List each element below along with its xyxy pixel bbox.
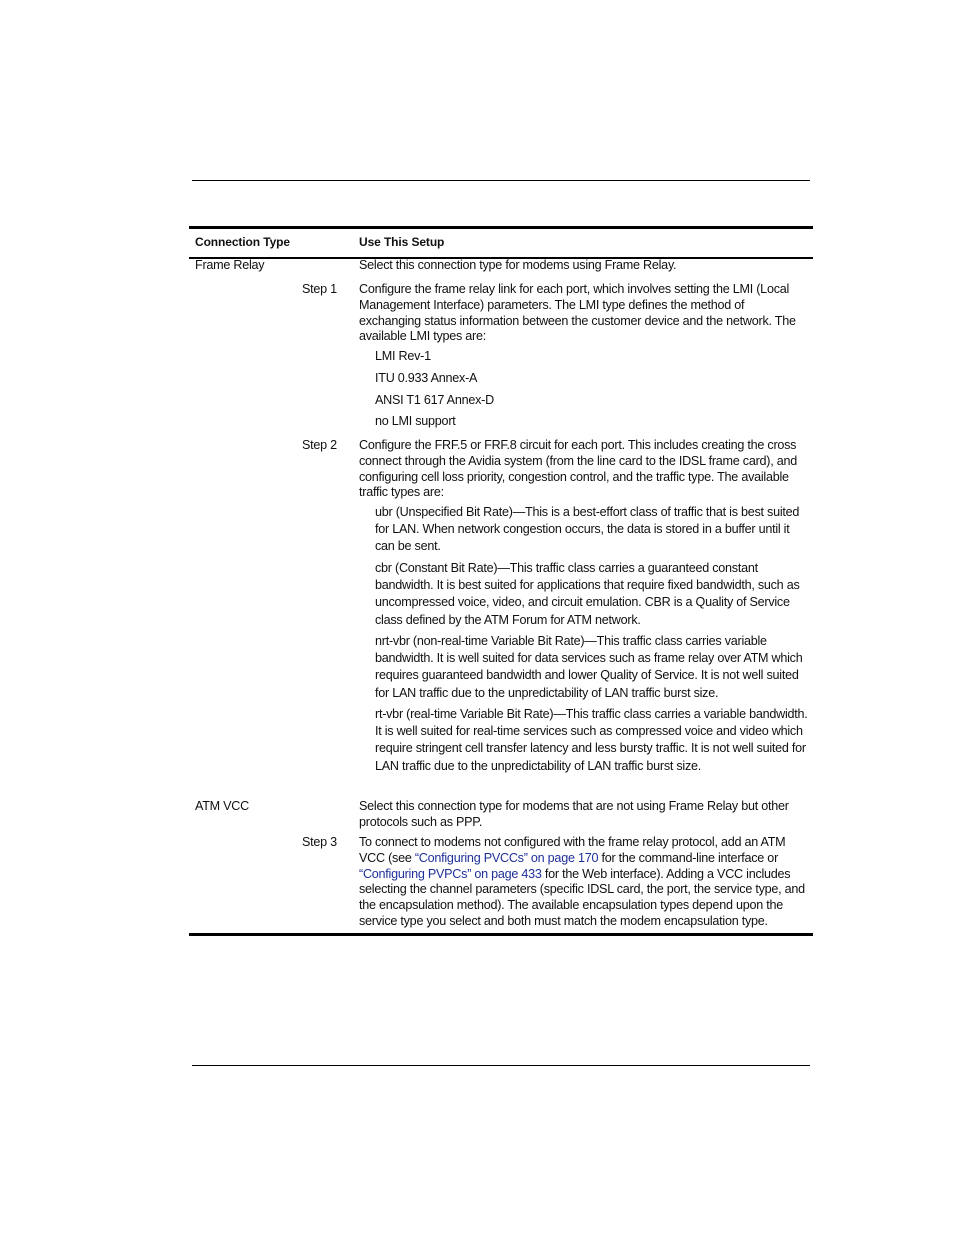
header-connection-type: Connection Type [195,235,290,249]
table-header [189,226,813,259]
lmi-type-item: LMI Rev-1 [375,349,431,363]
lmi-type-item: no LMI support [375,414,456,428]
configuring-pvpcs-link[interactable]: “Configuring PVPCs” on page 433 [359,866,542,881]
traffic-type-item: nrt-vbr (non-real-time Variable Bit Rate)—This traffic class carries variable bandwidth. It is well suited for data services such as frame relay over ATM which requires guaranteed bandwidth and lower Quality of Service. It is not well suited for LAN traffic due to the unpredictability of LAN traffic burst size. [375,634,803,700]
step3-text-part: for the command-line interface or [598,850,779,865]
header-rule [192,180,810,181]
lmi-type-item: ANSI T1 617 Annex-D [375,393,494,407]
frame-relay-intro: Select this connection type for modems using Frame Relay. [359,258,677,272]
atm-vcc-label: ATM VCC [195,799,249,813]
atm-vcc-intro: Select this connection type for modems that are not using Frame Relay but other protocols such as PPP. [359,799,789,829]
traffic-type-item: cbr (Constant Bit Rate)—This traffic class carries a guaranteed constant bandwidth. It is best suited for applications that require fixed bandwidth, such as uncompressed voice, video, and circuit emulation. CBR is a Quality of Service class defined by the ATM Forum for ATM network. [375,561,800,627]
step2-label: Step 2 [302,438,337,452]
traffic-type-item: rt-vbr (real-time Variable Bit Rate)—This traffic class carries a variable bandwidth. It is well suited for real-time services such as compressed voice and video which require stringent cell transfer latency and less bursty traffic. It is not well suited for LAN traffic due to the unpredictability of LAN traffic burst size. [375,707,808,773]
table-bottom-rule [189,933,813,936]
configuring-pvccs-link[interactable]: “Configuring PVCCs” on page 170 [414,850,599,865]
step3-text [359,835,809,930]
footer-rule [192,1065,810,1066]
traffic-type-item: ubr (Unspecified Bit Rate)—This is a best-effort class of traffic that is best suited for LAN. When network congestion occurs, the data is stored in a buffer until it can be sent. [375,505,800,554]
step3-label: Step 3 [302,835,337,849]
header-use-this-setup: Use This Setup [359,235,445,249]
step3-text-part: To connect to modems not configured with the frame relay protocol, add an ATM VCC (see [359,835,786,865]
lmi-type-item: ITU 0.933 Annex-A [375,371,478,385]
step1-text: Configure the frame relay link for each port, which involves setting the LMI (Local Management Interface) parameters. The LMI type defines the method of exchanging status information between the customer device and the network. The available LMI types are: [359,282,796,344]
frame-relay-label: Frame Relay [195,258,265,272]
step2-text: Configure the FRF.5 or FRF.8 circuit for each port. This includes creating the cross connect through the Avidia system (from the line card to the IDSL frame card), and configuring cell loss priority, congestion control, and the traffic type. The available traffic types are: [359,438,798,500]
step3-text-part: for the Web interface). Adding a VCC includes selecting the channel parameters (specific IDSL card, the port, the service type, and the encapsulation method). The available encapsulation types depend upon the service type you select and both must match the modem encapsulation type. [359,866,805,928]
step1-label: Step 1 [302,282,337,296]
connection-type-table [189,226,813,259]
